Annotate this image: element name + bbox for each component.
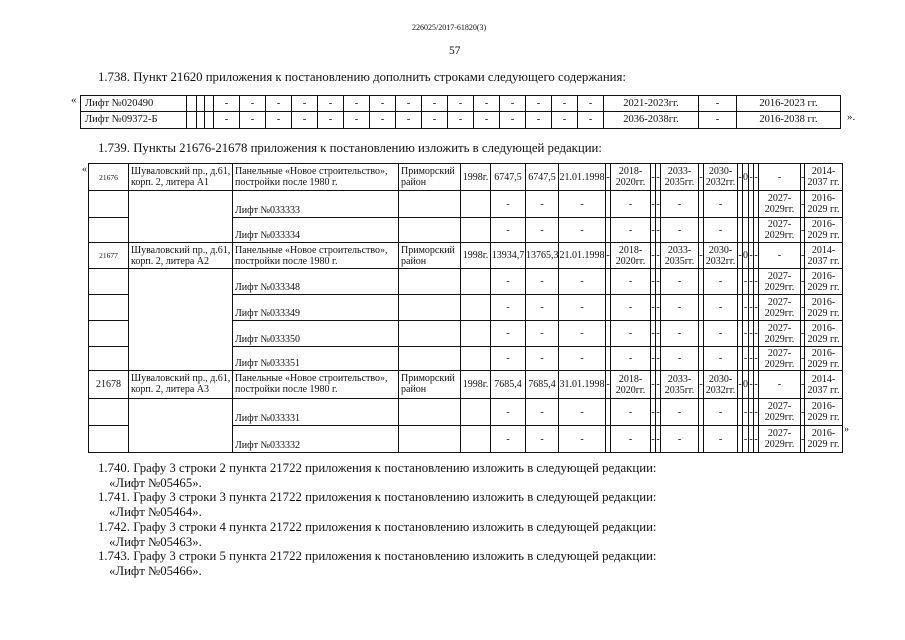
amendment-1742-value: «Лифт №05463». bbox=[109, 534, 202, 549]
table-row bbox=[89, 269, 843, 295]
table-cell: - bbox=[611, 321, 651, 347]
lift-name-cell: Лифт №033333 bbox=[233, 191, 399, 218]
table-cell: - bbox=[699, 164, 704, 191]
table-cell: - bbox=[651, 399, 656, 426]
date-cell: 21.01.1998 bbox=[559, 243, 606, 269]
table-cell: - bbox=[801, 164, 805, 191]
table-cell: - bbox=[749, 347, 754, 371]
table-cell: 2016-2029 гг. bbox=[805, 269, 843, 295]
table-cell: - bbox=[578, 96, 604, 112]
table-cell: 2014-2037 гг. bbox=[805, 371, 843, 399]
area-cell: 7685,4 bbox=[526, 371, 559, 399]
table-cell: - bbox=[559, 321, 606, 347]
table-cell: - bbox=[754, 321, 759, 347]
table-cell: - bbox=[611, 399, 651, 426]
lift-name-cell: Лифт №033350 bbox=[233, 321, 399, 347]
year-cell: 1998г. bbox=[461, 164, 491, 191]
table-cell: - bbox=[611, 269, 651, 295]
table-cell: - bbox=[491, 295, 526, 321]
table-cell: - bbox=[656, 295, 661, 321]
lift-name-cell: Лифт №033332 bbox=[233, 426, 399, 453]
table-cell: - bbox=[661, 399, 699, 426]
item-number-cell: 21678 bbox=[89, 371, 129, 399]
table-cell bbox=[399, 347, 461, 371]
table-cell: - bbox=[611, 218, 651, 243]
table-cell: - bbox=[396, 96, 422, 112]
table-cell: - bbox=[749, 164, 754, 191]
table-cell: - bbox=[526, 321, 559, 347]
table-cell: - bbox=[240, 112, 266, 129]
table-cell bbox=[89, 218, 129, 243]
table-cell bbox=[461, 399, 491, 426]
table-cell: - bbox=[448, 96, 474, 112]
table-cell: - bbox=[474, 96, 500, 112]
table-cell bbox=[89, 347, 129, 371]
table-cell: - bbox=[491, 218, 526, 243]
table-cell: 0 bbox=[743, 243, 749, 269]
table-cell bbox=[197, 96, 205, 112]
table-cell: - bbox=[754, 164, 759, 191]
table-cell: - bbox=[606, 164, 611, 191]
table-cell: - bbox=[801, 399, 805, 426]
table-cell: - bbox=[611, 295, 651, 321]
table-cell bbox=[399, 426, 461, 453]
amendment-1741-text: 1.741. Графу 3 строки 3 пункта 21722 приложения к постановлению изложить в следующей редакции: bbox=[98, 490, 657, 505]
district-cell: Приморский район bbox=[399, 243, 461, 269]
table-cell: 2018-2020гг. bbox=[611, 371, 651, 399]
table-cell: - bbox=[704, 347, 738, 371]
table-cell: - bbox=[699, 371, 704, 399]
table-cell: - bbox=[656, 371, 661, 399]
table-cell: - bbox=[491, 191, 526, 218]
district-cell: Приморский район bbox=[399, 371, 461, 399]
table-cell: 2033-2035гг. bbox=[661, 371, 699, 399]
table-cell: - bbox=[661, 218, 699, 243]
amendment-1743-value: «Лифт №05466». bbox=[109, 563, 202, 578]
item-1738-text: 1.738. Пункт 21620 приложения к постановлению дополнить строками следующего содержания: bbox=[98, 70, 626, 84]
address-cell: Шуваловский пр., д.61, корп. 2, литера А3 bbox=[129, 371, 233, 399]
table-cell: - bbox=[699, 112, 737, 129]
amendment-1740-value: «Лифт №05465». bbox=[109, 475, 202, 490]
lift-name-cell: Лифт №033331 bbox=[233, 399, 399, 426]
table-cell: - bbox=[526, 112, 552, 129]
lift-name-cell: Лифт №020490 bbox=[81, 96, 187, 112]
table-cell bbox=[129, 269, 233, 371]
table-cell: - bbox=[651, 191, 656, 218]
table-cell: - bbox=[801, 321, 805, 347]
table-cell: - bbox=[704, 295, 738, 321]
table-row bbox=[89, 164, 843, 191]
lift-name-cell: Лифт №09372-Б bbox=[81, 112, 187, 129]
table-cell: - bbox=[526, 347, 559, 371]
table-cell: 2027-2029гг. bbox=[759, 347, 801, 371]
table-cell: - bbox=[656, 191, 661, 218]
table-cell bbox=[399, 191, 461, 218]
table-cell: - bbox=[318, 112, 344, 129]
table-cell: - bbox=[754, 399, 759, 426]
area-cell: 7685,4 bbox=[491, 371, 526, 399]
table-cell: - bbox=[801, 426, 805, 453]
table-cell: - bbox=[754, 243, 759, 269]
table-cell: - bbox=[656, 399, 661, 426]
table-row bbox=[89, 399, 843, 426]
table-cell: - bbox=[801, 347, 805, 371]
date-cell: 31.01.1998 bbox=[559, 371, 606, 399]
table-cell: 2027-2029гг. bbox=[759, 295, 801, 321]
table-cell: - bbox=[651, 321, 656, 347]
table-cell: - bbox=[704, 321, 738, 347]
table-cell: - bbox=[661, 321, 699, 347]
table-cell: 0 bbox=[743, 164, 749, 191]
table-cell: - bbox=[611, 347, 651, 371]
building-type-cell: Панельные «Новое строительство», постройки после 1980 г. bbox=[233, 243, 399, 269]
item-1739-text: 1.739. Пункты 21676-21678 приложения к постановлению изложить в следующей редакции: bbox=[98, 141, 602, 155]
table-cell: - bbox=[491, 347, 526, 371]
table-cell: - bbox=[448, 112, 474, 129]
table-cell: - bbox=[318, 96, 344, 112]
table-cell bbox=[205, 96, 214, 112]
table-cell: - bbox=[214, 96, 240, 112]
table-cell: - bbox=[738, 243, 743, 269]
table-cell: - bbox=[743, 269, 749, 295]
table-cell: - bbox=[240, 96, 266, 112]
table-cell: - bbox=[500, 112, 526, 129]
table-cell bbox=[205, 112, 214, 129]
page-number: 57 bbox=[449, 45, 461, 57]
table-cell: - bbox=[656, 347, 661, 371]
table-cell: 2016-2029 гг. bbox=[805, 426, 843, 453]
table-cell: - bbox=[801, 295, 805, 321]
table-cell: - bbox=[526, 295, 559, 321]
table-cell: - bbox=[370, 112, 396, 129]
building-type-cell: Панельные «Новое строительство», постройки после 1980 г. bbox=[233, 164, 399, 191]
district-cell: Приморский район bbox=[399, 164, 461, 191]
table-cell bbox=[461, 321, 491, 347]
area-cell: 13934,7 bbox=[491, 243, 526, 269]
table-cell: - bbox=[749, 269, 754, 295]
table-cell: - bbox=[749, 426, 754, 453]
table-cell: - bbox=[344, 112, 370, 129]
table-cell: - bbox=[749, 321, 754, 347]
table-cell: - bbox=[704, 218, 738, 243]
lift-name-cell: Лифт №033349 bbox=[233, 295, 399, 321]
table-cell: 2016-2029 гг. bbox=[805, 321, 843, 347]
table-cell bbox=[461, 426, 491, 453]
table-cell bbox=[461, 295, 491, 321]
table-cell: 2027-2029гг. bbox=[759, 191, 801, 218]
table-cell bbox=[89, 269, 129, 295]
table-cell: 2027-2029гг. bbox=[759, 269, 801, 295]
table-cell: - bbox=[526, 191, 559, 218]
table-cell: - bbox=[491, 426, 526, 453]
table-row bbox=[89, 371, 843, 399]
document-id: 226025/2017-61820(3) bbox=[412, 23, 487, 32]
table-cell: 2027-2029гг. bbox=[759, 321, 801, 347]
lifts-addition-table bbox=[80, 95, 841, 129]
table-body bbox=[89, 164, 843, 453]
table-cell: - bbox=[754, 426, 759, 453]
table-cell: - bbox=[651, 218, 656, 243]
table-cell: - bbox=[491, 321, 526, 347]
lift-name-cell: Лифт №033348 bbox=[233, 269, 399, 295]
table-2-open-quote: « bbox=[82, 164, 87, 175]
table-cell: - bbox=[743, 426, 749, 453]
table-cell: - bbox=[704, 269, 738, 295]
table-cell: - bbox=[704, 399, 738, 426]
table-cell: - bbox=[661, 269, 699, 295]
table-cell: - bbox=[559, 218, 606, 243]
table-cell: - bbox=[704, 191, 738, 218]
table-cell: - bbox=[661, 295, 699, 321]
table-cell: - bbox=[759, 371, 801, 399]
table-cell: - bbox=[801, 243, 805, 269]
table-cell: - bbox=[611, 426, 651, 453]
table-cell: 2030-2032гг. bbox=[704, 243, 738, 269]
table-cell: 2030-2032гг. bbox=[704, 164, 738, 191]
amendment-1742-text: 1.742. Графу 3 строки 4 пункта 21722 приложения к постановлению изложить в следующей редакции: bbox=[98, 519, 657, 534]
table-cell: - bbox=[344, 96, 370, 112]
table-row bbox=[81, 112, 841, 129]
year-cell: 1998г. bbox=[461, 371, 491, 399]
table-cell: - bbox=[214, 112, 240, 129]
table-cell: - bbox=[526, 399, 559, 426]
table-cell: - bbox=[661, 347, 699, 371]
table-cell: - bbox=[559, 399, 606, 426]
table-cell bbox=[129, 191, 233, 243]
table-cell: - bbox=[801, 371, 805, 399]
table-cell: - bbox=[743, 295, 749, 321]
table-cell: - bbox=[704, 426, 738, 453]
table-cell bbox=[197, 112, 205, 129]
table-cell: 2027-2029гг. bbox=[759, 426, 801, 453]
table-cell: - bbox=[578, 112, 604, 129]
table-cell: - bbox=[559, 295, 606, 321]
table-cell: - bbox=[743, 399, 749, 426]
table-cell: 2014-2037 гг. bbox=[805, 243, 843, 269]
table-cell: - bbox=[738, 371, 743, 399]
table-cell: - bbox=[749, 295, 754, 321]
table-cell: - bbox=[422, 112, 448, 129]
table-cell: - bbox=[749, 399, 754, 426]
table-cell bbox=[129, 399, 233, 453]
table-cell: - bbox=[651, 243, 656, 269]
table-cell: 2021-2023гг. bbox=[604, 96, 699, 112]
table-cell: - bbox=[370, 96, 396, 112]
table-cell: 0 bbox=[743, 371, 749, 399]
table-cell: - bbox=[759, 164, 801, 191]
table-cell: - bbox=[801, 218, 805, 243]
area-cell: 13765,3 bbox=[526, 243, 559, 269]
table-cell: 2027-2029гг. bbox=[759, 399, 801, 426]
table-cell: - bbox=[661, 426, 699, 453]
area-cell: 6747,5 bbox=[491, 164, 526, 191]
table-cell: - bbox=[699, 243, 704, 269]
table-cell: - bbox=[526, 269, 559, 295]
table-cell: - bbox=[699, 96, 737, 112]
table-cell: - bbox=[606, 371, 611, 399]
table-cell: - bbox=[606, 243, 611, 269]
amendment-1740-text: 1.740. Графу 3 строки 2 пункта 21722 приложения к постановлению изложить в следующей редакции: bbox=[98, 461, 657, 475]
table-1-open-quote: « bbox=[71, 94, 77, 106]
table-cell: 2033-2035гг. bbox=[661, 243, 699, 269]
table-cell: - bbox=[759, 243, 801, 269]
table-cell: - bbox=[743, 321, 749, 347]
lift-name-cell: Лифт №033351 bbox=[233, 347, 399, 371]
buildings-table bbox=[88, 163, 843, 453]
amendments-list bbox=[98, 461, 656, 579]
table-1-close-quote: ». bbox=[847, 111, 856, 123]
table-cell: - bbox=[801, 269, 805, 295]
table-cell bbox=[89, 321, 129, 347]
table-cell: 2036-2038гг. bbox=[604, 112, 699, 129]
table-cell: - bbox=[656, 164, 661, 191]
table-cell: - bbox=[656, 426, 661, 453]
table-cell: - bbox=[266, 96, 292, 112]
table-cell: - bbox=[651, 426, 656, 453]
table-cell: 2016-2029 гг. bbox=[805, 218, 843, 243]
table-cell bbox=[461, 347, 491, 371]
lift-name-cell: Лифт №033334 bbox=[233, 218, 399, 243]
table-cell: - bbox=[738, 164, 743, 191]
table-cell: 2016-2029 гг. bbox=[805, 347, 843, 371]
table-cell: - bbox=[611, 191, 651, 218]
table-cell: - bbox=[749, 243, 754, 269]
table-row bbox=[89, 243, 843, 269]
table-cell: - bbox=[559, 347, 606, 371]
table-cell bbox=[461, 218, 491, 243]
table-cell: 2014-2037 гг. bbox=[805, 164, 843, 191]
table-cell: - bbox=[491, 269, 526, 295]
table-cell: 2016-2029 гг. bbox=[805, 191, 843, 218]
table-cell: - bbox=[422, 96, 448, 112]
table-cell: - bbox=[292, 96, 318, 112]
table-cell: - bbox=[559, 191, 606, 218]
table-cell: 2016-2029 гг. bbox=[805, 399, 843, 426]
item-number-cell: 21677 bbox=[89, 243, 129, 269]
table-cell: 2033-2035гг. bbox=[661, 164, 699, 191]
table-cell: - bbox=[754, 269, 759, 295]
table-row bbox=[89, 191, 843, 218]
table-cell: - bbox=[500, 96, 526, 112]
table-cell: - bbox=[526, 218, 559, 243]
table-cell bbox=[461, 269, 491, 295]
table-cell bbox=[89, 191, 129, 218]
table-cell: - bbox=[396, 112, 422, 129]
table-cell: - bbox=[651, 164, 656, 191]
table-cell bbox=[399, 218, 461, 243]
table-cell: - bbox=[651, 347, 656, 371]
table-cell bbox=[399, 295, 461, 321]
table-cell: - bbox=[651, 295, 656, 321]
table-cell bbox=[399, 269, 461, 295]
table-cell: - bbox=[552, 112, 578, 129]
table-cell bbox=[399, 399, 461, 426]
table-cell bbox=[187, 112, 197, 129]
table-cell: - bbox=[651, 371, 656, 399]
area-cell: 6747,5 bbox=[526, 164, 559, 191]
table-cell: - bbox=[526, 96, 552, 112]
table-cell: - bbox=[559, 269, 606, 295]
table-cell: 2016-2023 гг. bbox=[737, 96, 841, 112]
table-cell bbox=[89, 426, 129, 453]
table-cell: 2016-2029 гг. bbox=[805, 295, 843, 321]
table-cell: - bbox=[743, 347, 749, 371]
table-cell: - bbox=[526, 426, 559, 453]
table-cell: - bbox=[754, 347, 759, 371]
table-cell bbox=[399, 321, 461, 347]
table-cell: - bbox=[559, 426, 606, 453]
table-cell: - bbox=[749, 371, 754, 399]
table-cell: - bbox=[266, 112, 292, 129]
year-cell: 1998г. bbox=[461, 243, 491, 269]
date-cell: 21.01.1998 bbox=[559, 164, 606, 191]
table-cell: - bbox=[292, 112, 318, 129]
amendment-1741-value: «Лифт №05464». bbox=[109, 505, 202, 520]
table-row bbox=[81, 96, 841, 112]
address-cell: Шуваловский пр., д.61, корп. 2, литера А2 bbox=[129, 243, 233, 269]
table-cell bbox=[89, 295, 129, 321]
table-cell: - bbox=[754, 295, 759, 321]
table-cell: - bbox=[656, 243, 661, 269]
table-cell: - bbox=[656, 321, 661, 347]
table-body bbox=[81, 96, 841, 129]
table-cell: 2018-2020гг. bbox=[611, 243, 651, 269]
table-cell: - bbox=[656, 269, 661, 295]
table-cell: - bbox=[656, 218, 661, 243]
table-cell: 2016-2038 гг. bbox=[737, 112, 841, 129]
table-cell: - bbox=[552, 96, 578, 112]
amendment-1743-text: 1.743. Графу 3 строки 5 пункта 21722 приложения к постановлению изложить в следующей редакции: bbox=[98, 549, 657, 564]
table-cell bbox=[461, 191, 491, 218]
address-cell: Шуваловский пр., д.61, корп. 2, литера А1 bbox=[129, 164, 233, 191]
table-cell bbox=[187, 96, 197, 112]
item-number-cell: 21676 bbox=[89, 164, 129, 191]
table-cell: 2027-2029гг. bbox=[759, 218, 801, 243]
table-cell: - bbox=[754, 371, 759, 399]
table-cell: - bbox=[474, 112, 500, 129]
table-cell: - bbox=[491, 399, 526, 426]
table-cell: - bbox=[801, 191, 805, 218]
table-cell: 2030-2032гг. bbox=[704, 371, 738, 399]
table-cell: - bbox=[661, 191, 699, 218]
table-cell: - bbox=[651, 269, 656, 295]
table-cell: 2018-2020гг. bbox=[611, 164, 651, 191]
table-2-close-quote: » bbox=[844, 424, 849, 435]
table-cell bbox=[89, 399, 129, 426]
building-type-cell: Панельные «Новое строительство», постройки после 1980 г. bbox=[233, 371, 399, 399]
